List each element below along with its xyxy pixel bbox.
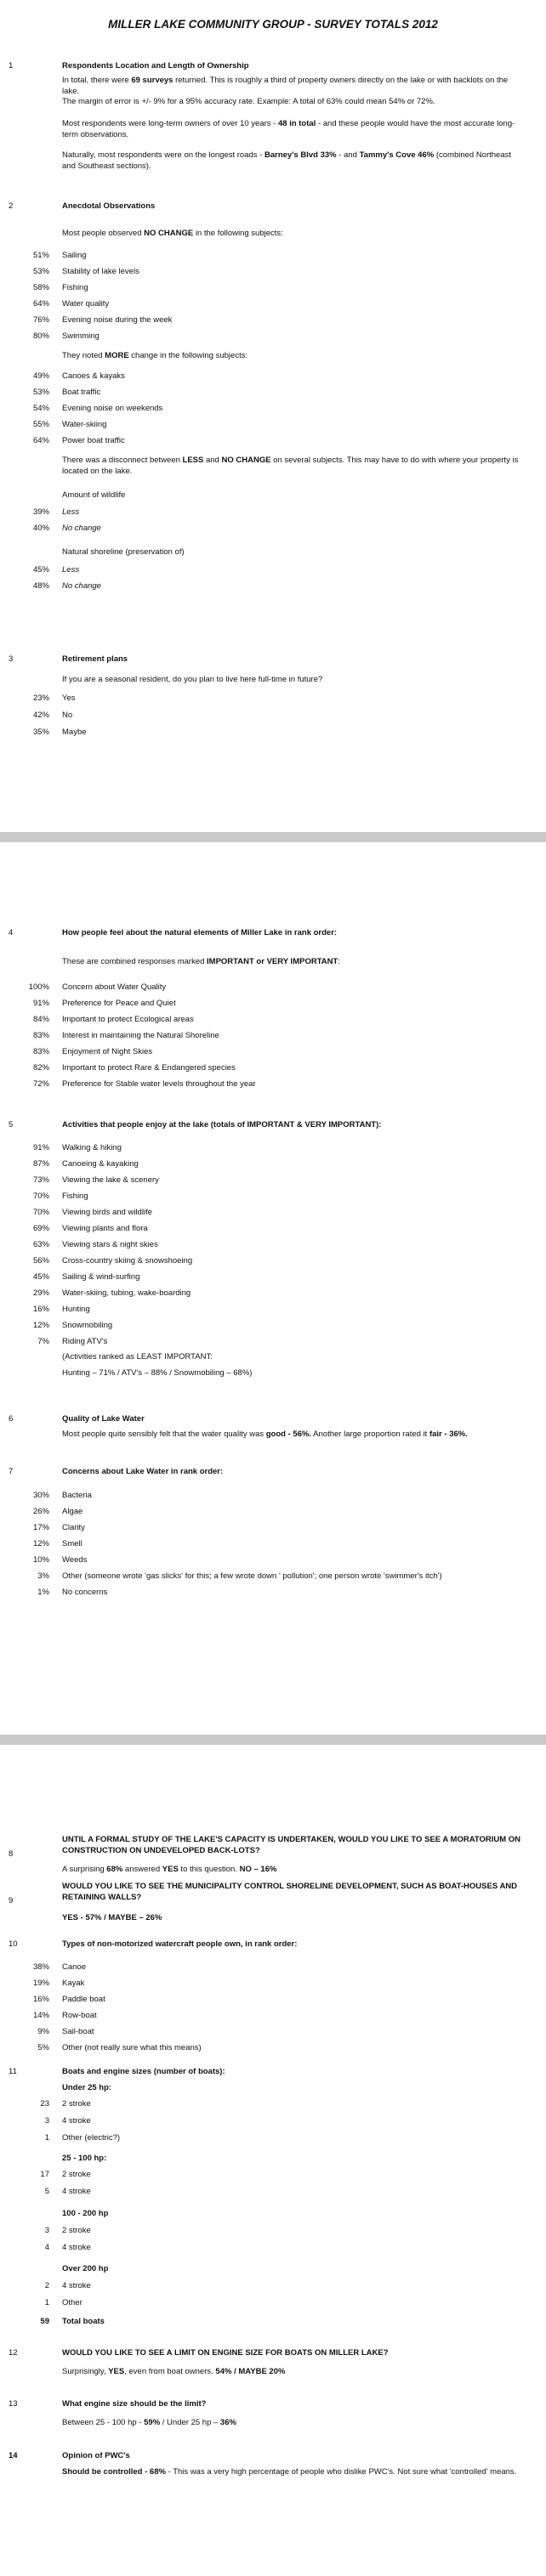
- paragraph: If you are a seasonal resident, do you plan to live here full-time in future?: [62, 675, 323, 684]
- list-item: 3% Other (someone wrote 'gas slicks' for this; a few wrote down ' pollution'; one person wrote 'swimmer's itch'): [37, 1571, 442, 1581]
- list-item: 3 2 stroke: [44, 2226, 91, 2235]
- list-item: 29% Water-skiing, tubing, wake-boarding: [32, 1288, 191, 1298]
- list-item: 5 4 stroke: [44, 2187, 91, 2196]
- list-item: 12% Snowmobiling: [32, 1321, 113, 1330]
- section-number: 6: [9, 1414, 14, 1424]
- list-item: 53% Boat traffic: [32, 388, 101, 397]
- list-item: 70% Viewing birds and wildlife: [32, 1208, 152, 1217]
- list-item: 49% Canoes & kayaks: [32, 371, 125, 381]
- list-item: 2 4 stroke: [44, 2281, 91, 2290]
- list-item: 87% Canoeing & kayaking: [32, 1159, 139, 1169]
- subheading: Natural shoreline (preservation of): [62, 547, 185, 557]
- paragraph: YES - 57% / MAYBE – 26%: [62, 1913, 162, 1922]
- section-number: 8: [9, 1849, 14, 1859]
- paragraph: In total, there were 69 surveys returned. This is roughly a third of property owners directly on the lake or with backlots on the lake.: [62, 76, 509, 96]
- list-item: 45% Less: [32, 565, 80, 575]
- list-item: 40% No change: [32, 524, 101, 533]
- list-item: 58% Fishing: [32, 283, 88, 292]
- list-item: 73% Viewing the lake & scenery: [32, 1175, 159, 1185]
- list-item: 76% Evening noise during the week: [32, 315, 173, 325]
- section-heading: Activities that people enjoy at the lake (totals of IMPORTANT & VERY IMPORTANT):: [62, 1120, 382, 1129]
- list-item: 19% Kayak: [32, 1979, 85, 1988]
- page-separator: [0, 1735, 546, 1745]
- section-number: 13: [9, 2399, 18, 2409]
- list-item: 1 Other (electric?): [44, 2133, 121, 2143]
- paragraph: Should be controlled - 68% - This was a very high percentage of people who dislike PWC's. Not sure what 'controlled' means.: [62, 2467, 517, 2477]
- section-number: 5: [9, 1120, 14, 1129]
- list-item: 17% Clarity: [32, 1523, 85, 1532]
- list-item: 39% Less: [32, 507, 80, 517]
- section-number: 7: [9, 1467, 14, 1476]
- document-title: MILLER LAKE COMMUNITY GROUP - SURVEY TOTALS 2012: [108, 18, 438, 31]
- paragraph: The margin of error is +/- 9% for a 95% accuracy rate. Example: A total of 63% could mean 54% or 72%.: [62, 97, 435, 106]
- paragraph: Most respondents were long-term owners of over 10 years - 48 in total - and these people would have the most accurate long-term observations.: [62, 119, 515, 139]
- section-number: 4: [9, 928, 14, 937]
- page-separator: [0, 832, 546, 842]
- section-number: 12: [9, 2348, 18, 2358]
- list-item: 45% Sailing & wind-surfing: [32, 1272, 140, 1282]
- section-number: 1: [9, 61, 14, 71]
- section-heading: What engine size should be the limit?: [62, 2399, 207, 2409]
- list-item: 23% Yes: [32, 694, 76, 703]
- list-item: 17 2 stroke: [40, 2170, 91, 2179]
- list-item: 3 4 stroke: [44, 2116, 91, 2126]
- list-item: 12% Smell: [32, 1539, 82, 1548]
- paragraph: These are combined responses marked IMPORTANT or VERY IMPORTANT:: [62, 957, 340, 966]
- list-item: 42% No: [32, 711, 73, 720]
- list-item: 7% Riding ATV's: [37, 1337, 108, 1346]
- group-heading: 100 - 200 hp: [62, 2209, 109, 2218]
- paragraph: Hunting – 71% / ATV's – 88% / Snowmobiling – 68%): [62, 1368, 253, 1378]
- section-heading: WOULD YOU LIKE TO SEE A LIMIT ON ENGINE SIZE FOR BOATS ON MILLER LAKE?: [62, 2348, 389, 2358]
- subheading: Amount of wildlife: [62, 490, 126, 500]
- list-item: 54% Evening noise on weekends: [32, 404, 163, 413]
- paragraph: They noted MORE change in the following subjects:: [62, 351, 248, 360]
- total-row: 59 Total boats: [40, 2317, 105, 2326]
- list-item: 91% Preference for Peace and Quiet: [32, 999, 176, 1008]
- list-item: 91% Walking & hiking: [32, 1143, 122, 1152]
- list-item: 1% No concerns: [37, 1588, 108, 1597]
- group-heading: 25 - 100 hp:: [62, 2154, 107, 2163]
- section-heading: Types of non-motorized watercraft people own, in rank order:: [62, 1939, 298, 1949]
- list-item: 84% Important to protect Ecological areas: [32, 1015, 194, 1024]
- list-item: 83% Interest in maintaining the Natural Shoreline: [32, 1031, 219, 1040]
- list-item: 1 Other: [44, 2298, 82, 2307]
- list-item: 70% Fishing: [32, 1192, 88, 1201]
- section-heading: Quality of Lake Water: [62, 1414, 145, 1424]
- list-item: 10% Weeds: [32, 1555, 88, 1565]
- paragraph: Most people quite sensibly felt that the water quality was good - 56%. Another large proportion rated it fair - 36%.: [62, 1430, 468, 1439]
- section-heading: WOULD YOU LIKE TO SEE THE MUNICIPALITY CONTROL SHORELINE DEVELOPMENT, SUCH AS BOAT-HOUSES AND RETAINING WALLS?: [62, 1882, 518, 1902]
- group-heading: Under 25 hp:: [62, 2083, 112, 2092]
- list-item: 16% Paddle boat: [32, 1995, 105, 2004]
- section-number: 10: [9, 1939, 18, 1949]
- list-item: 9% Sail-boat: [37, 2027, 94, 2036]
- list-item: 4 4 stroke: [44, 2243, 91, 2252]
- section-number: 14: [9, 2451, 18, 2460]
- paragraph: Most people observed NO CHANGE in the following subjects:: [62, 229, 283, 238]
- group-heading: Over 200 hp: [62, 2264, 109, 2273]
- list-item: 14% Row-boat: [32, 2011, 97, 2020]
- paragraph: Surprisingly, YES, even from boat owners. 54% / MAYBE 20%: [62, 2367, 286, 2376]
- section-number: 2: [9, 201, 14, 211]
- section-number: 9: [9, 1896, 14, 1905]
- list-item: 63% Viewing stars & night skies: [32, 1240, 158, 1249]
- section-heading: Concerns about Lake Water in rank order:: [62, 1467, 224, 1476]
- paragraph: There was a disconnect between LESS and NO CHANGE on several subjects. This may have to do with where your property is located on the lake.: [62, 456, 519, 476]
- list-item: 23 2 stroke: [40, 2099, 91, 2109]
- list-item: 69% Viewing plants and flora: [32, 1224, 148, 1233]
- list-item: 38% Canoe: [32, 1962, 86, 1972]
- section-heading: Anecdotal Observations: [62, 201, 156, 211]
- list-item: 82% Important to protect Rare & Endangered species: [32, 1063, 236, 1073]
- list-item: 64% Water quality: [32, 299, 110, 309]
- list-item: 51% Sailing: [32, 251, 87, 260]
- section-heading: How people feel about the natural elements of Miller Lake in rank order:: [62, 928, 338, 937]
- list-item: 64% Power boat traffic: [32, 436, 125, 445]
- section-heading: Boats and engine sizes (number of boats):: [62, 2067, 225, 2076]
- list-item: 55% Water-skiing: [32, 420, 107, 429]
- list-item: 53% Stability of lake levels: [32, 267, 139, 276]
- list-item: 30% Bacteria: [32, 1491, 92, 1500]
- section-number: 3: [9, 654, 14, 664]
- list-item: 72% Preference for Stable water levels throughout the year: [32, 1079, 256, 1089]
- list-item: 100% Concern about Water Quality: [28, 982, 167, 992]
- paragraph: A surprising 68% answered YES to this question. NO – 16%: [62, 1865, 277, 1874]
- section-number: 11: [9, 2067, 17, 2076]
- list-item: 16% Hunting: [32, 1305, 90, 1314]
- section-heading: Opinion of PWC's: [62, 2451, 130, 2460]
- section-heading: Respondents Location and Length of Ownership: [62, 61, 249, 71]
- list-item: 83% Enjoyment of Night Skies: [32, 1047, 153, 1056]
- list-item: 48% No change: [32, 581, 101, 591]
- section-heading: UNTIL A FORMAL STUDY OF THE LAKE'S CAPACITY IS UNDERTAKEN, WOULD YOU LIKE TO SEE A MORATORIUM ON CONSTRUCTION ON UNDEVELOPED BACK-LOTS?: [62, 1835, 521, 1855]
- section-heading: Retirement plans: [62, 654, 128, 664]
- list-item: 56% Cross-country skiing & snowshoeing: [32, 1256, 193, 1265]
- paragraph: (Activities ranked as LEAST IMPORTANT:: [62, 1352, 213, 1362]
- list-item: 35% Maybe: [32, 728, 87, 737]
- paragraph: Naturally, most respondents were on the longest roads - Barney's Blvd 33% - and Tammy's Cove 46% (combined Northeast and Southeast sections).: [62, 150, 512, 171]
- list-item: 80% Swimming: [32, 331, 100, 341]
- list-item: 5% Other (not really sure what this means): [37, 2043, 202, 2052]
- list-item: 26% Algae: [32, 1507, 83, 1516]
- paragraph: Between 25 - 100 hp - 59% / Under 25 hp – 36%: [62, 2418, 236, 2427]
